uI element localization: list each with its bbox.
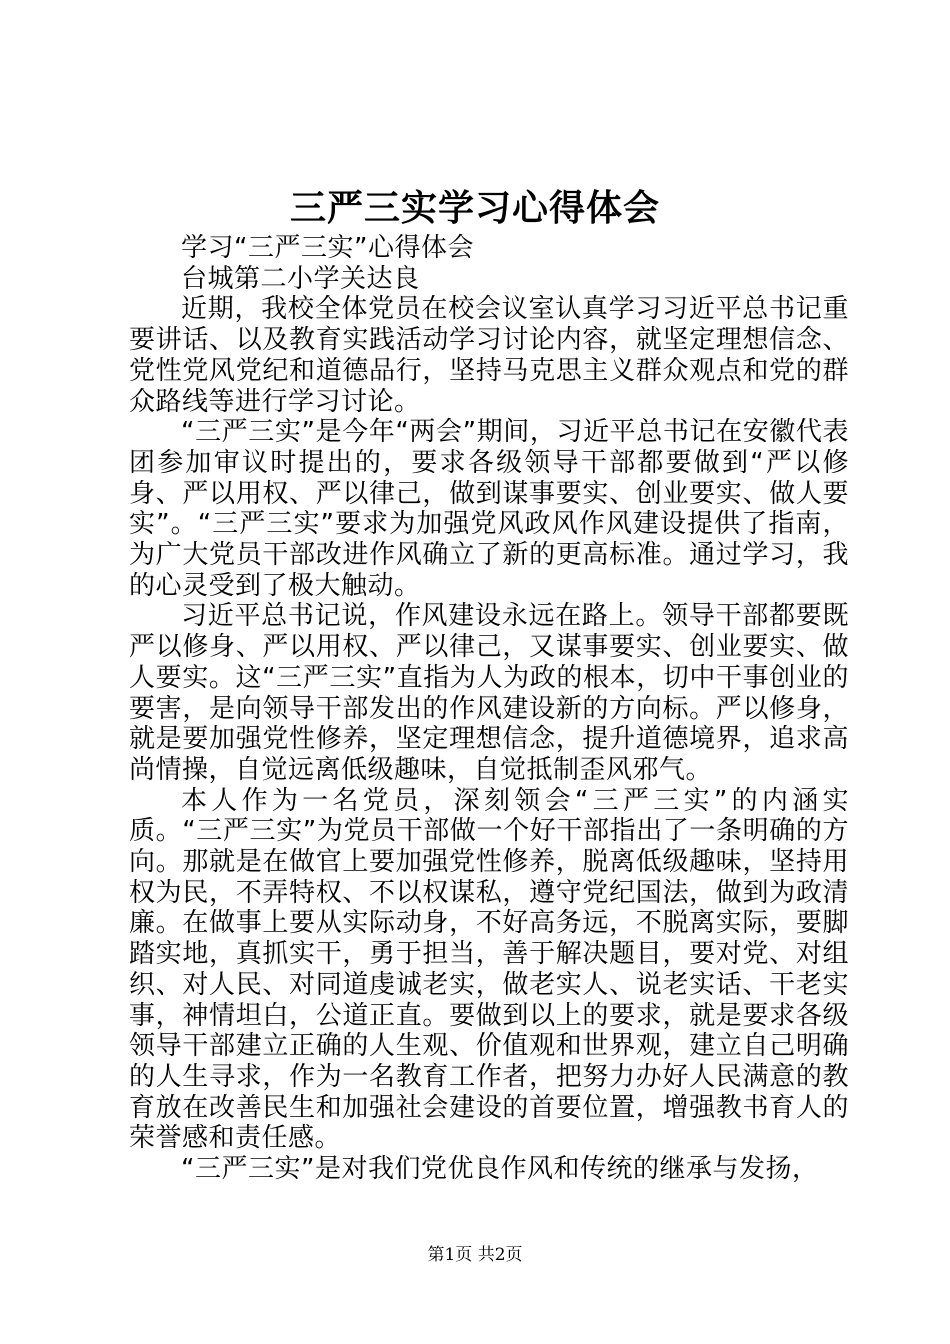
paragraph: “三严三实”是今年“两会”期间，习近平总书记在安徽代表团参加审议时提出的，要求各级领导干部都要做到“严以修身、严以用权、严以律己，做到谋事要实、创业要实、做人要实”。“三严三实”要求为加强党风政风作风建设提供了指南，为广大党员干部改进作风确立了新的更高标准。通过学习，我的心灵受到了极大触动。 [129, 417, 849, 601]
page-footer: 第1页 共2页 [427, 1245, 523, 1265]
paragraph: 习近平总书记说，作风建设永远在路上。领导干部都要既严以修身、严以用权、严以律己，又谋事要实、创业要实、做人要实。这“三严三实”直指为人为政的根本，切中干事创业的要害，是向领导干部发出的作风建设新的方向标。严以修身，就是要加强党性修养，坚定理想信念，提升道德境界，追求高尚情操，自觉远离低级趣味，自觉抵制歪风邪气。 [129, 601, 849, 785]
paragraph-subtitle: 学习“三严三实”心得体会 [181, 233, 474, 263]
document-body [129, 233, 849, 1185]
paragraph: “三严三实”是对我们党优良作风和传统的继承与发扬， [181, 1154, 819, 1185]
paragraph: 近期，我校全体党员在校会议室认真学习习近平总书记重要讲话、以及教育实践活动学习讨论内容，就坚定理想信念、党性党风党纪和道德品行，坚持马克思主义群众观点和党的群众路线等进行学习讨论。 [129, 294, 849, 417]
document-title: 三严三实学习心得体会 [289, 187, 660, 229]
paragraph-author: 台城第二小学关达良 [181, 263, 420, 294]
paragraph: 本人作为一名党员，深刻领会“三严三实”的内涵实质。“三严三实”为党员干部做一个好干部指出了一条明确的方向。那就是在做官上要加强党性修养，脱离低级趣味，坚持用权为民，不弄特权、不以权谋私，遵守党纪国法，做到为政清廉。在做事上要从实际动身，不好高务远，不脱离实际，要脚踏实地，真抓实干，勇于担当，善于解决题目，要对党、对组织、对人民、对同道虔诚老实，做老实人、说老实话、干老实事，神情坦白，公道正直。要做到以上的要求，就是要求各级领导干部建立正确的人生观、价值观和世界观，建立自己明确的人生寻求，作为一名教育工作者，把努力办好人民满意的教育放在改善民生和加强社会建设的首要位置，增强教书育人的荣誉感和责任感。 [129, 785, 849, 1154]
